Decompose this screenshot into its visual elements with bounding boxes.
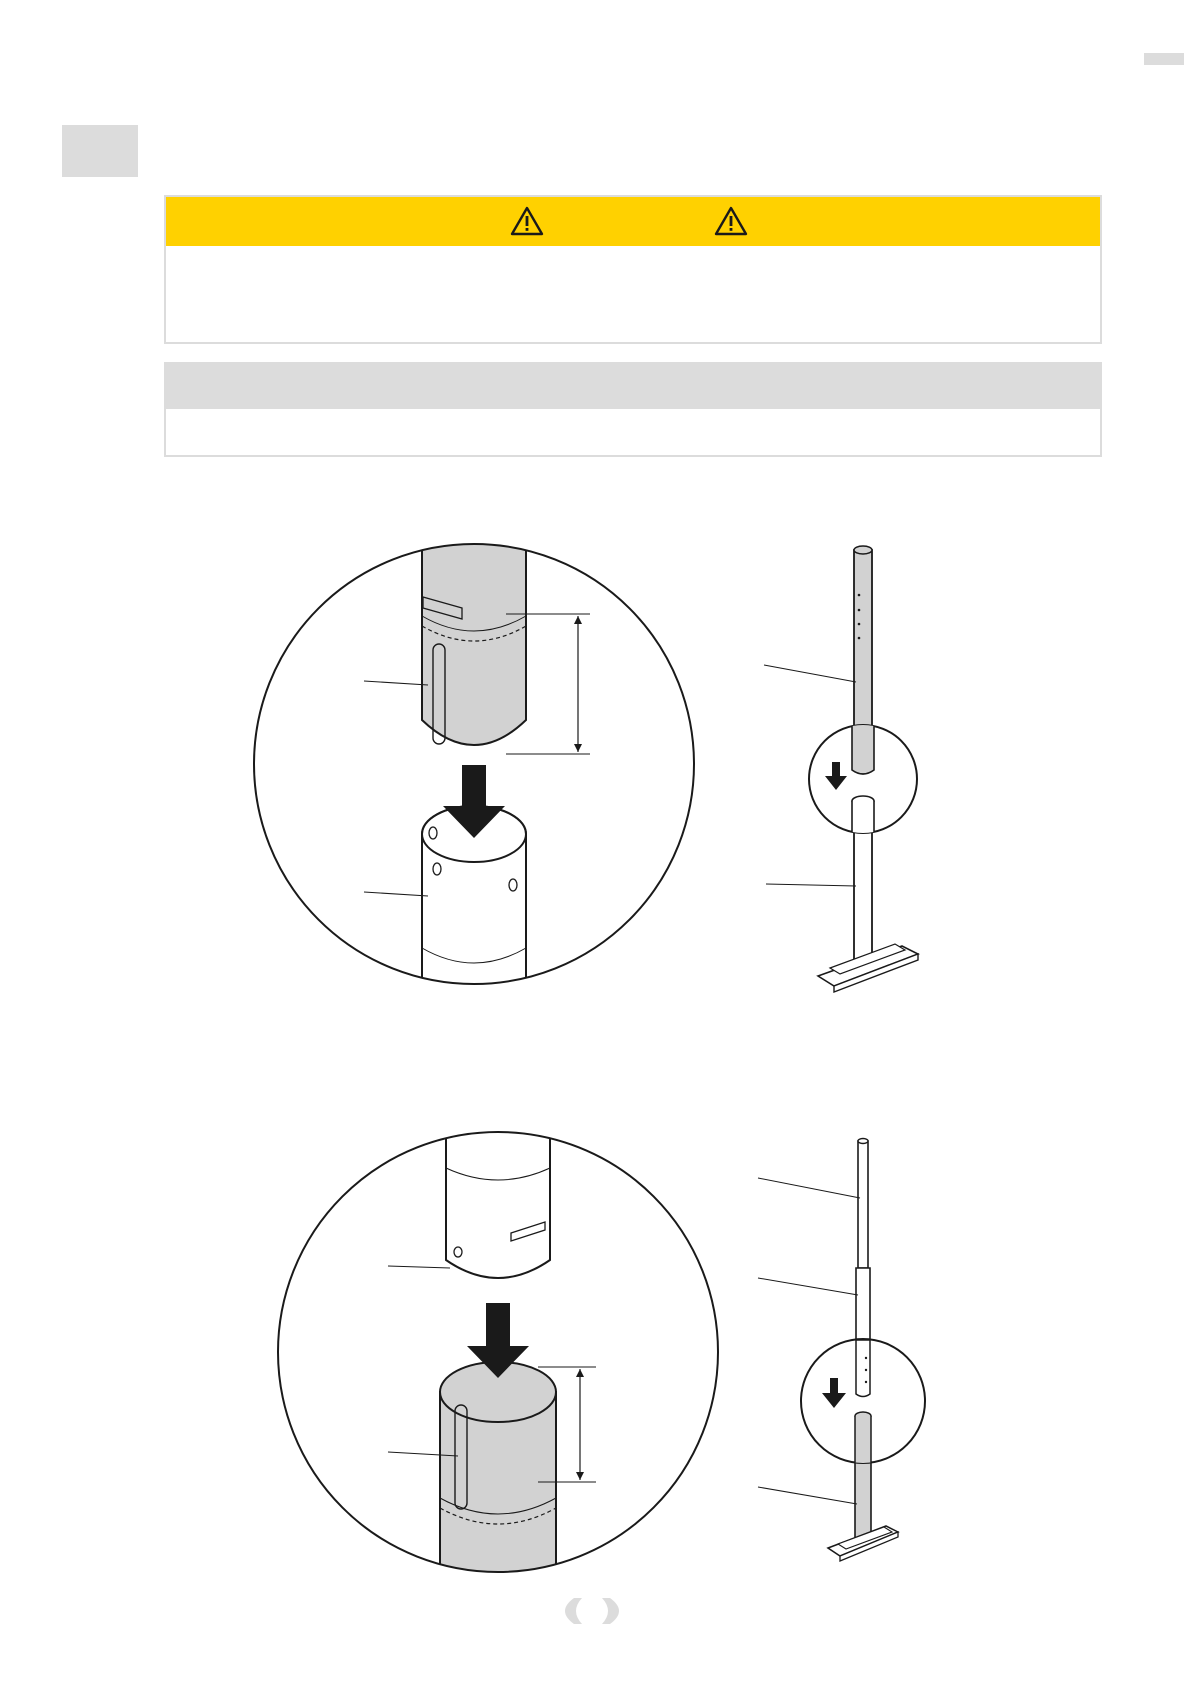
figure-2-detail-view: [278, 1130, 718, 1600]
figure-1-overview: [764, 546, 918, 992]
figure-2-overview: [758, 1139, 925, 1562]
page-number-marker: [552, 1596, 632, 1626]
figure-1-detail-view: [254, 520, 694, 1000]
